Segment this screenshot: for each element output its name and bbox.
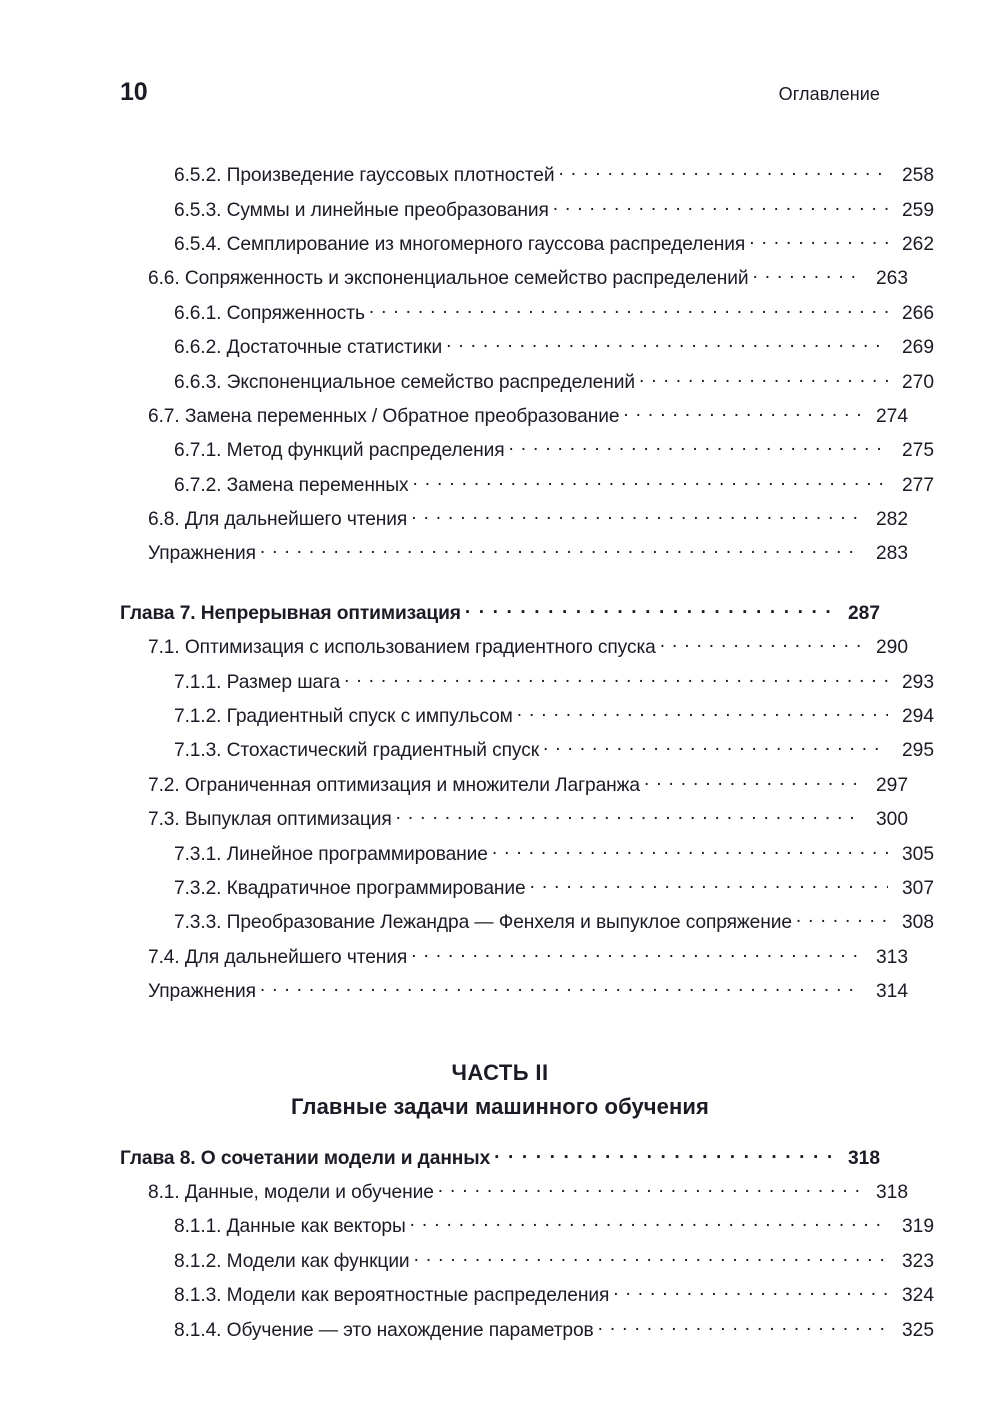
toc-entry[interactable] (120, 600, 880, 634)
toc-entry[interactable] (120, 944, 908, 978)
toc-entry-title: 6.5.2. Произведение гауссовых плотностей (174, 165, 555, 187)
toc-entry-page-number: 283 (875, 543, 908, 565)
toc-entry-page-number: 319 (901, 1216, 934, 1238)
dot-leader (411, 506, 862, 525)
toc-entry-title: 8.1.1. Данные как векторы (174, 1216, 406, 1238)
toc-entry-title: 8.1. Данные, модели и обучение (148, 1181, 434, 1203)
toc-entry[interactable] (120, 840, 934, 874)
dot-leader (543, 737, 888, 756)
part-divider (120, 1058, 880, 1124)
toc-entry-page-number: 262 (901, 233, 934, 255)
toc-entry-title: 6.7.1. Метод функций распределения (174, 440, 505, 462)
toc-entry-page-number: 282 (875, 509, 908, 531)
dot-leader (414, 1248, 888, 1267)
dot-leader (508, 437, 888, 456)
dot-leader (465, 600, 834, 619)
dot-leader (438, 1179, 862, 1198)
toc-entry-page-number: 318 (875, 1181, 908, 1203)
toc-entry-title: 8.1.2. Модели как функции (174, 1250, 410, 1272)
toc-entry[interactable] (120, 703, 934, 737)
toc-entry[interactable] (120, 162, 934, 196)
dot-leader (623, 403, 862, 422)
dot-leader (344, 668, 888, 687)
toc-entry[interactable] (120, 737, 934, 771)
toc-entry-page-number: 259 (901, 199, 934, 221)
toc-entry-title: 6.6.2. Достаточные статистики (174, 337, 443, 359)
toc-entry-title: 7.3.1. Линейное программирование (174, 843, 488, 865)
toc-entry[interactable] (120, 1248, 934, 1282)
dot-leader (492, 840, 888, 859)
dot-leader (260, 540, 862, 559)
toc-entry[interactable] (120, 506, 908, 540)
dot-leader (410, 1213, 888, 1232)
dot-leader (639, 368, 888, 387)
table-of-contents (120, 162, 934, 1351)
toc-entry-title: 7.1. Оптимизация с использованием градиентного спуска (148, 637, 656, 659)
toc-entry-title: 7.1.3. Стохастический градиентный спуск (174, 740, 539, 762)
toc-entry[interactable] (120, 1316, 934, 1350)
toc-entry-page-number: 293 (901, 671, 934, 693)
toc-entry-title: 8.1.4. Обучение — это нахождение параметров (174, 1319, 594, 1341)
toc-entry[interactable] (120, 875, 934, 909)
dot-leader (413, 472, 888, 491)
toc-list-part-two (120, 1144, 934, 1350)
toc-entry-title: 7.3.3. Преобразование Лежандра — Фенхеля и выпуклое сопряжение (174, 912, 792, 934)
toc-entry-page-number: 294 (901, 706, 934, 728)
dot-leader (530, 875, 888, 894)
toc-entry[interactable] (120, 540, 908, 574)
dot-leader (260, 978, 862, 997)
dot-leader (660, 634, 862, 653)
toc-entry-title: 7.3.2. Квадратичное программирование (174, 878, 526, 899)
part-label: ЧАСТЬ II (451, 1060, 549, 1086)
toc-entry-title: 6.6. Сопряженность и экспоненциальное семейство распределений (148, 268, 749, 290)
dot-leader (369, 300, 888, 319)
dot-leader (749, 231, 888, 250)
page-folio: 10 (120, 78, 148, 106)
toc-entry[interactable] (120, 668, 934, 702)
dot-leader (553, 196, 888, 215)
dot-leader (644, 772, 862, 791)
toc-entry-page-number: 313 (875, 946, 908, 968)
toc-entry-page-number: 300 (875, 809, 908, 831)
toc-entry-page-number: 318 (847, 1147, 880, 1169)
dot-leader (396, 806, 862, 825)
toc-entry[interactable] (120, 1213, 934, 1247)
running-head-title: Оглавление (778, 84, 880, 104)
toc-entry-page-number: 308 (901, 912, 934, 934)
toc-entry-page-number: 263 (875, 268, 908, 290)
toc-entry[interactable] (120, 806, 908, 840)
dot-leader (598, 1316, 888, 1335)
toc-entry-title: 6.5.3. Суммы и линейные преобразования (174, 199, 549, 221)
toc-entry-page-number: 325 (901, 1319, 934, 1341)
toc-entry-title: 7.2. Ограниченная оптимизация и множители Лагранжа (148, 774, 640, 796)
running-head (120, 78, 880, 112)
toc-entry-page-number: 277 (901, 474, 934, 496)
toc-entry-title: 7.3. Выпуклая оптимизация (148, 809, 392, 831)
toc-entry-page-number: 290 (875, 637, 908, 659)
dot-leader (796, 909, 888, 928)
toc-entry-title: Глава 7. Непрерывная оптимизация (120, 602, 461, 624)
toc-entry-title: 6.7.2. Замена переменных (174, 474, 409, 496)
toc-entry[interactable] (120, 472, 934, 506)
toc-entry[interactable] (120, 300, 934, 334)
toc-entry[interactable] (120, 403, 908, 437)
toc-entry[interactable] (120, 1282, 934, 1316)
toc-entry[interactable] (120, 334, 934, 368)
toc-entry[interactable] (120, 1179, 908, 1213)
dot-leader (494, 1144, 834, 1163)
toc-entry-title: 6.8. Для дальнейшего чтения (148, 509, 408, 531)
toc-entry[interactable] (120, 265, 908, 299)
dot-leader (411, 944, 862, 963)
toc-entry-page-number: 275 (901, 440, 934, 462)
toc-entry-page-number: 297 (875, 774, 908, 796)
toc-entry-title: 6.5.4. Семплирование из многомерного гауссова распределения (174, 233, 746, 255)
toc-entry-page-number: 270 (901, 371, 934, 393)
toc-entry[interactable] (120, 978, 908, 1012)
toc-entry-title: Глава 8. О сочетании модели и данных (120, 1147, 491, 1169)
toc-entry[interactable] (120, 772, 908, 806)
toc-entry-title: 6.7. Замена переменных / Обратное преобразование (148, 405, 620, 427)
dot-leader (752, 265, 862, 284)
toc-entry-page-number: 324 (901, 1285, 934, 1307)
toc-entry-title: 6.6.3. Экспоненциальное семейство распределений (174, 371, 635, 393)
toc-entry[interactable] (120, 437, 934, 471)
toc-entry-page-number: 305 (901, 843, 934, 865)
part-title: Главные задачи машинного обучения (291, 1094, 709, 1120)
toc-entry-title: 8.1.3. Модели как вероятностные распределения (174, 1285, 610, 1307)
toc-entry-page-number: 266 (901, 302, 934, 324)
toc-entry-page-number: 269 (901, 337, 934, 359)
toc-list-part-one (120, 162, 934, 1012)
dot-leader (613, 1282, 888, 1301)
toc-entry-title: 7.1.1. Размер шага (174, 671, 341, 693)
toc-entry-title: 6.6.1. Сопряженность (174, 302, 365, 324)
dot-leader (446, 334, 888, 353)
toc-entry-title: 7.1.2. Градиентный спуск с импульсом (174, 706, 513, 728)
toc-entry-title: 7.4. Для дальнейшего чтения (148, 946, 408, 968)
toc-entry[interactable] (120, 1144, 880, 1178)
toc-entry-page-number: 295 (901, 740, 934, 762)
toc-entry[interactable] (120, 231, 934, 265)
toc-entry-page-number: 287 (847, 602, 880, 624)
toc-entry[interactable] (120, 909, 934, 943)
toc-entry-page-number: 274 (875, 405, 908, 427)
toc-entry-title: Упражнения (148, 543, 256, 565)
toc-entry-title: Упражнения (148, 981, 256, 1003)
toc-entry[interactable] (120, 196, 934, 230)
dot-leader (558, 162, 888, 181)
toc-entry-page-number: 323 (901, 1250, 934, 1272)
toc-entry-page-number: 258 (901, 165, 934, 187)
toc-entry-page-number: 307 (901, 878, 934, 899)
toc-entry[interactable] (120, 634, 908, 668)
toc-entry[interactable] (120, 368, 934, 402)
dot-leader (517, 703, 888, 722)
toc-entry-page-number: 314 (875, 981, 908, 1003)
